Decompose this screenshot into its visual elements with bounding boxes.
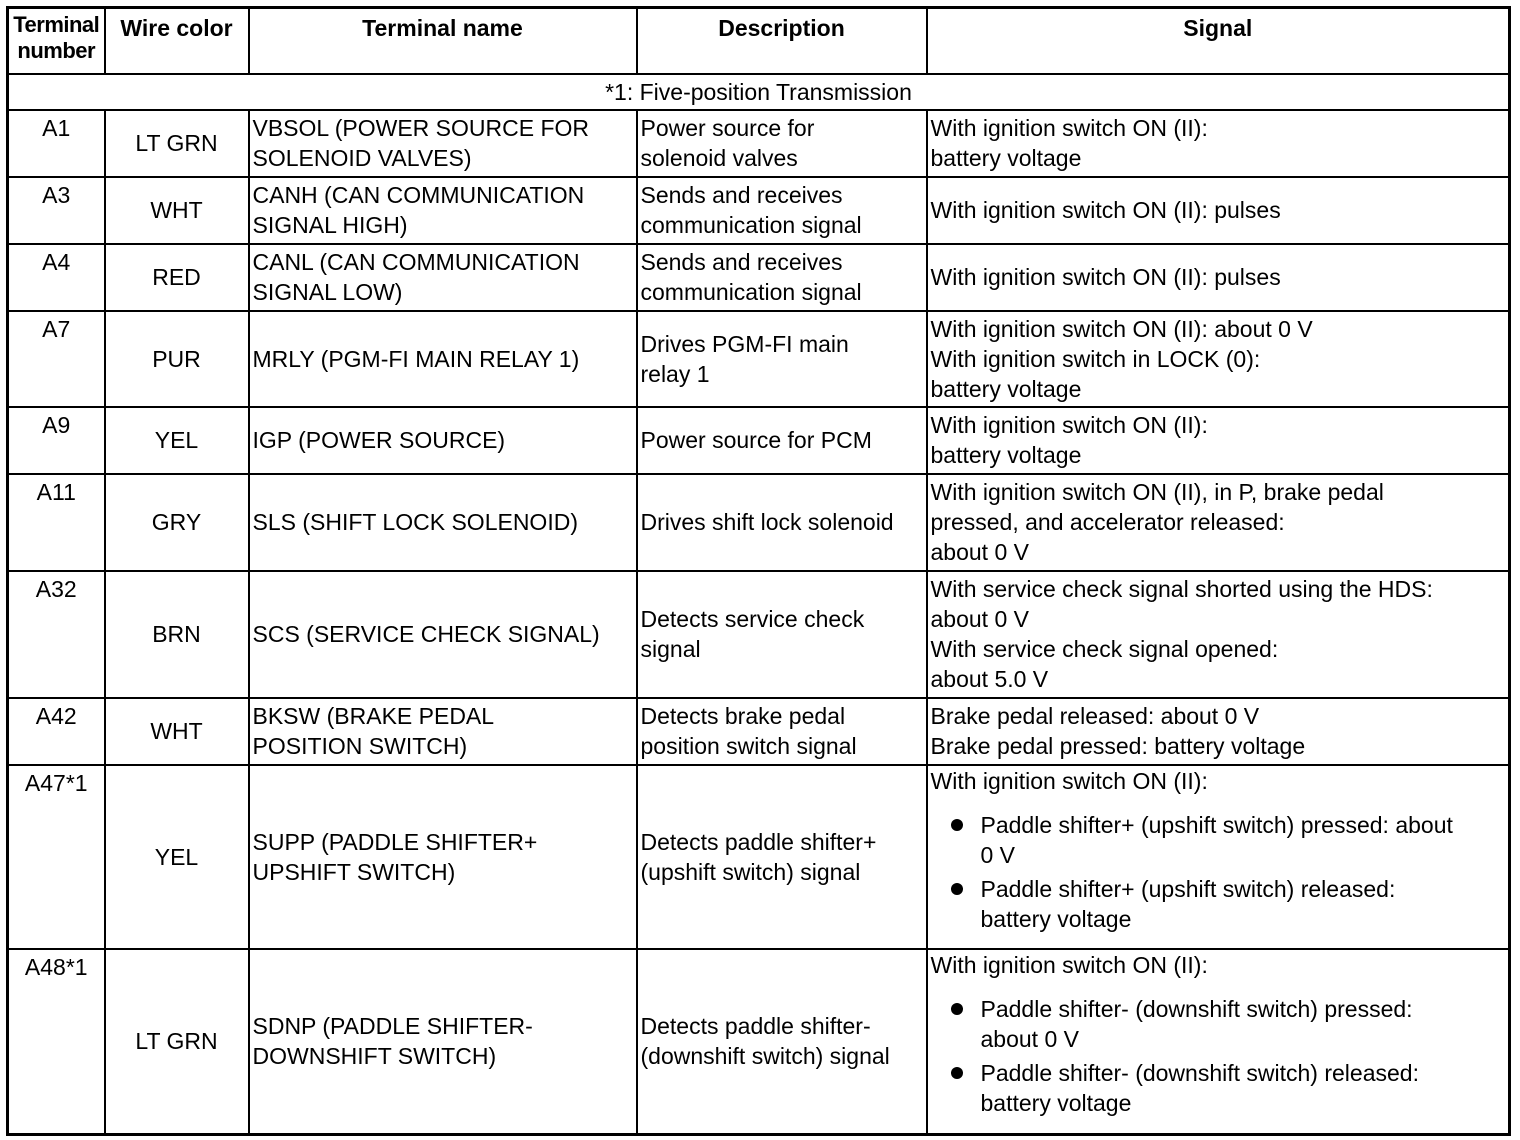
description (637, 765, 927, 949)
signal (927, 177, 1510, 244)
description-line: Sends and receives (640, 249, 843, 275)
table-row (8, 765, 1510, 949)
signal-bullet-line: about 0 V (980, 1025, 1079, 1052)
signal-line: battery voltage (930, 145, 1082, 171)
signal (927, 244, 1510, 311)
terminal-number: A4 (8, 244, 105, 311)
terminal-name (249, 110, 637, 177)
section-row (8, 74, 1510, 110)
description-line: signal (640, 636, 701, 662)
signal-line: Brake pedal pressed: battery voltage (930, 733, 1306, 759)
wire-color: YEL (105, 407, 249, 474)
description (637, 698, 927, 765)
signal-line: With ignition switch ON (II): pulses (930, 264, 1281, 290)
terminal-name-line: BKSW (BRAKE PEDAL (252, 703, 495, 729)
signal-line: With ignition switch ON (II): (930, 115, 1208, 141)
terminal-name-line: SLS (SHIFT LOCK SOLENOID) (252, 509, 578, 535)
terminal-number: A9 (8, 407, 105, 474)
terminal-number: A1 (8, 110, 105, 177)
terminal-number: A48*1 (8, 949, 105, 1135)
signal-line: With service check signal shorted using the HDS: (930, 576, 1433, 602)
table-row (8, 311, 1510, 407)
section-note: *1: Five-position Transmission (8, 74, 1510, 110)
terminal-number: A47*1 (8, 765, 105, 949)
description-line: Detects brake pedal (640, 703, 846, 729)
wire-color: YEL (105, 765, 249, 949)
description-line: Drives PGM-FI main (640, 330, 849, 357)
header-row (8, 8, 1510, 74)
wire-color: LT GRN (105, 949, 249, 1135)
description-line: position switch signal (640, 733, 857, 759)
terminal-name (249, 571, 637, 698)
signal (927, 765, 1510, 949)
terminal-number: A3 (8, 177, 105, 244)
terminal-name (249, 765, 637, 949)
signal-line: With ignition switch ON (II): about 0 V (930, 315, 1313, 342)
signal-line: With ignition switch ON (II): (930, 412, 1208, 438)
header-description: Description (637, 8, 927, 74)
description (637, 311, 927, 407)
terminal-name-line: POSITION SWITCH) (252, 733, 468, 759)
terminal-name-line: SIGNAL LOW) (252, 279, 403, 305)
header-terminal-number (8, 8, 105, 74)
signal-bullet-line: Paddle shifter+ (upshift switch) released: (980, 875, 1396, 902)
description (637, 949, 927, 1135)
table-row (8, 474, 1510, 571)
terminal-table (6, 6, 1511, 1136)
signal-line: pressed, and accelerator released: (930, 509, 1285, 535)
header-terminal-number-line1: Terminal (13, 12, 100, 37)
description (637, 244, 927, 311)
terminal-name-line: SOLENOID VALVES) (252, 145, 472, 171)
signal (927, 949, 1510, 1135)
terminal-name-line: UPSHIFT SWITCH) (252, 858, 456, 885)
description-line: communication signal (640, 279, 862, 305)
signal-line: With ignition switch ON (II), in P, brake pedal (930, 479, 1384, 505)
signal (927, 698, 1510, 765)
table-row (8, 244, 1510, 311)
signal-line: battery voltage (930, 442, 1082, 468)
signal (927, 110, 1510, 177)
terminal-name (249, 698, 637, 765)
wire-color: WHT (105, 698, 249, 765)
signal-line: Brake pedal released: about 0 V (930, 703, 1260, 729)
description-line: (downshift switch) signal (640, 1043, 890, 1070)
description (637, 110, 927, 177)
wire-color: WHT (105, 177, 249, 244)
signal (927, 571, 1510, 698)
terminal-name-line: IGP (POWER SOURCE) (252, 427, 506, 453)
signal-bullet-list (931, 810, 1506, 934)
signal (927, 474, 1510, 571)
signal-bullet (931, 874, 1506, 934)
signal-bullet (931, 994, 1506, 1054)
terminal-name (249, 949, 637, 1135)
description (637, 177, 927, 244)
signal-bullet-line: Paddle shifter- (downshift switch) released: (980, 1059, 1419, 1086)
table-row (8, 177, 1510, 244)
signal-bullet-line: Paddle shifter- (downshift switch) pressed: (980, 995, 1413, 1022)
table-row (8, 698, 1510, 765)
description-line: Detects service check (640, 606, 865, 632)
terminal-name-line: CANH (CAN COMMUNICATION (252, 182, 585, 208)
terminal-name (249, 407, 637, 474)
signal-bullet (931, 810, 1506, 870)
description-line: Power source for PCM (640, 427, 872, 453)
header-signal: Signal (927, 8, 1510, 74)
wire-color: BRN (105, 571, 249, 698)
table-row (8, 949, 1510, 1135)
description-line: Sends and receives (640, 182, 843, 208)
terminal-number: A7 (8, 311, 105, 407)
signal-line: about 0 V (930, 539, 1029, 565)
header-wire-color: Wire color (105, 8, 249, 74)
signal-line: With service check signal opened: (930, 636, 1279, 662)
signal-intro: With ignition switch ON (II): (930, 767, 1208, 794)
description (637, 571, 927, 698)
description (637, 407, 927, 474)
terminal-number: A42 (8, 698, 105, 765)
wire-color: PUR (105, 311, 249, 407)
terminal-number: A32 (8, 571, 105, 698)
terminal-name-line: CANL (CAN COMMUNICATION (252, 249, 580, 275)
table-row (8, 571, 1510, 698)
table-row (8, 407, 1510, 474)
terminal-name-line: VBSOL (POWER SOURCE FOR (252, 115, 590, 141)
table-row (8, 110, 1510, 177)
terminal-name (249, 244, 637, 311)
description-line: solenoid valves (640, 145, 798, 171)
signal-line: battery voltage (930, 375, 1082, 402)
signal-intro: With ignition switch ON (II): (930, 951, 1208, 978)
signal-bullet-line: Paddle shifter+ (upshift switch) pressed: about (980, 811, 1453, 838)
wire-color: GRY (105, 474, 249, 571)
signal-line: With ignition switch ON (II): pulses (930, 197, 1281, 223)
terminal-number: A11 (8, 474, 105, 571)
signal (927, 407, 1510, 474)
wire-color: LT GRN (105, 110, 249, 177)
signal-bullet (931, 1058, 1506, 1118)
terminal-name-line: DOWNSHIFT SWITCH) (252, 1043, 497, 1070)
terminal-name-line: SDNP (PADDLE SHIFTER- (252, 1013, 533, 1040)
description-line: relay 1 (640, 360, 710, 387)
signal-bullet-line: battery voltage (980, 1089, 1132, 1116)
terminal-name (249, 474, 637, 571)
description-line: Power source for (640, 115, 815, 141)
description-line: Drives shift lock solenoid (640, 509, 894, 535)
signal-line: With ignition switch in LOCK (0): (930, 345, 1261, 372)
signal-bullet-line: 0 V (980, 841, 1016, 868)
terminal-name-line: SUPP (PADDLE SHIFTER+ (252, 828, 538, 855)
terminal-name-line: SCS (SERVICE CHECK SIGNAL) (252, 621, 600, 647)
terminal-name (249, 311, 637, 407)
signal-line: about 0 V (930, 606, 1029, 632)
header-terminal-name: Terminal name (249, 8, 637, 74)
description (637, 474, 927, 571)
description-line: Detects paddle shifter+ (640, 828, 877, 855)
signal-bullet-list (931, 994, 1506, 1118)
terminal-name-line: SIGNAL HIGH) (252, 212, 408, 238)
terminal-name-line: MRLY (PGM-FI MAIN RELAY 1) (252, 345, 580, 372)
description-line: Detects paddle shifter- (640, 1013, 871, 1040)
header-terminal-number-line2: number (17, 38, 96, 63)
description-line: (upshift switch) signal (640, 858, 861, 885)
signal-bullet-line: battery voltage (980, 905, 1132, 932)
description-line: communication signal (640, 212, 862, 238)
signal-line: about 5.0 V (930, 666, 1049, 692)
signal (927, 311, 1510, 407)
terminal-name (249, 177, 637, 244)
wire-color: RED (105, 244, 249, 311)
